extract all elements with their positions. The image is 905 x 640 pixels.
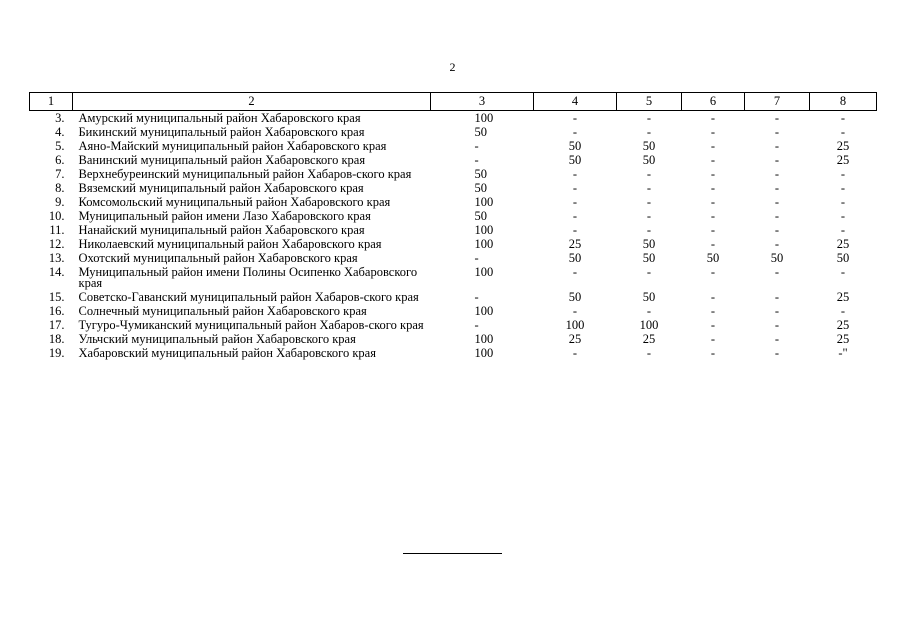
row-number: 5. bbox=[55, 139, 65, 153]
value-col-7: - bbox=[774, 223, 780, 237]
value-col-3: 100 bbox=[474, 332, 494, 346]
row-number: 13. bbox=[48, 251, 65, 265]
row-number: 6. bbox=[55, 153, 65, 167]
column-number: 1 bbox=[30, 93, 73, 111]
value-col-3: - bbox=[474, 251, 479, 265]
value-col-7: - bbox=[774, 332, 780, 346]
table-row bbox=[30, 139, 877, 153]
value-col-6: - bbox=[710, 125, 716, 139]
value-col-4: 50 bbox=[568, 139, 582, 153]
district-name: Амурский муниципальный район Хабаровского края bbox=[78, 111, 361, 125]
value-col-6: - bbox=[710, 265, 716, 279]
value-col-7: - bbox=[774, 265, 780, 279]
value-col-5: 50 bbox=[642, 237, 656, 251]
row-number: 4. bbox=[55, 125, 65, 139]
value-col-8: - bbox=[840, 125, 846, 139]
value-col-4: - bbox=[572, 167, 578, 181]
value-col-5: - bbox=[646, 195, 652, 209]
page-number: 2 bbox=[449, 60, 456, 74]
value-col-4: - bbox=[572, 195, 578, 209]
district-name: Комсомольский муниципальный район Хабаровского края bbox=[78, 195, 391, 209]
value-col-6: - bbox=[710, 111, 716, 125]
value-col-4: - bbox=[572, 181, 578, 195]
value-col-8: 25 bbox=[836, 290, 850, 304]
value-col-6: - bbox=[710, 318, 716, 332]
value-col-8: - bbox=[840, 265, 846, 279]
table-row bbox=[30, 111, 877, 126]
table-row bbox=[30, 251, 877, 265]
value-col-7: - bbox=[774, 111, 780, 125]
value-col-5: 50 bbox=[642, 251, 656, 265]
value-col-5: 50 bbox=[642, 153, 656, 167]
table-row bbox=[30, 209, 877, 223]
value-col-4: - bbox=[572, 304, 578, 318]
value-col-5: - bbox=[646, 167, 652, 181]
value-col-7: - bbox=[774, 318, 780, 332]
value-col-6: - bbox=[710, 223, 716, 237]
district-name: Советско-Гаванский муниципальный район Хабаров-ского края bbox=[78, 290, 419, 304]
value-col-8: - bbox=[840, 111, 846, 125]
value-col-7: - bbox=[774, 209, 780, 223]
value-col-4: - bbox=[572, 125, 578, 139]
value-col-3: 50 bbox=[474, 209, 487, 223]
row-number: 18. bbox=[48, 332, 65, 346]
table-row bbox=[30, 332, 877, 346]
district-name: Муниципальный район имени Полины Осипенко Хабаровского края bbox=[78, 265, 418, 290]
value-col-5: - bbox=[646, 111, 652, 125]
value-col-4: 25 bbox=[568, 332, 582, 346]
value-col-6: - bbox=[710, 346, 716, 360]
row-number: 15. bbox=[48, 290, 65, 304]
table-row bbox=[30, 304, 877, 318]
value-col-4: - bbox=[572, 111, 578, 125]
district-name: Нанайский муниципальный район Хабаровского края bbox=[78, 223, 365, 237]
value-col-7: - bbox=[774, 237, 780, 251]
value-col-3: 100 bbox=[474, 346, 494, 360]
district-name: Аяно-Майский муниципальный район Хабаровского края bbox=[78, 139, 387, 153]
value-col-6: - bbox=[710, 304, 716, 318]
value-col-7: - bbox=[774, 181, 780, 195]
value-col-7: 50 bbox=[770, 251, 784, 265]
value-col-4: - bbox=[572, 209, 578, 223]
row-number: 11. bbox=[49, 223, 65, 237]
value-col-7: - bbox=[774, 195, 780, 209]
value-col-5: - bbox=[646, 209, 652, 223]
table-row bbox=[30, 223, 877, 237]
row-number: 3. bbox=[55, 111, 65, 125]
row-number: 17. bbox=[48, 318, 65, 332]
value-col-5: 50 bbox=[642, 290, 656, 304]
district-name: Хабаровский муниципальный район Хабаровского края bbox=[78, 346, 376, 360]
value-col-7: - bbox=[774, 139, 780, 153]
column-number: 2 bbox=[73, 93, 431, 111]
value-col-4: - bbox=[572, 223, 578, 237]
row-number: 16. bbox=[48, 304, 65, 318]
table-row bbox=[30, 153, 877, 167]
value-col-4: 25 bbox=[568, 237, 582, 251]
value-col-4: - bbox=[572, 265, 578, 279]
value-col-6: - bbox=[710, 332, 716, 346]
value-col-3: 100 bbox=[474, 195, 494, 209]
value-col-8: - bbox=[840, 181, 846, 195]
row-number: 19. bbox=[48, 346, 65, 360]
value-col-6: - bbox=[710, 237, 716, 251]
value-col-4: 50 bbox=[568, 251, 582, 265]
value-col-7: - bbox=[774, 125, 780, 139]
value-col-3: 100 bbox=[474, 111, 494, 125]
value-col-3: 100 bbox=[474, 237, 494, 251]
value-col-6: - bbox=[710, 139, 716, 153]
table-row bbox=[30, 167, 877, 181]
value-col-3: 100 bbox=[474, 223, 494, 237]
value-col-6: - bbox=[710, 167, 716, 181]
value-col-7: - bbox=[774, 290, 780, 304]
table-row bbox=[30, 318, 877, 332]
column-number: 8 bbox=[810, 93, 877, 111]
value-col-4: 100 bbox=[565, 318, 585, 332]
value-col-6: - bbox=[710, 181, 716, 195]
district-name: Ванинский муниципальный район Хабаровского края bbox=[78, 153, 366, 167]
value-col-6: 50 bbox=[706, 251, 720, 265]
value-col-6: - bbox=[710, 195, 716, 209]
value-col-8: 25 bbox=[836, 153, 850, 167]
value-col-3: - bbox=[474, 318, 479, 332]
value-col-8: 25 bbox=[836, 139, 850, 153]
value-col-3: - bbox=[474, 290, 479, 304]
value-col-7: - bbox=[774, 304, 780, 318]
row-number: 14. bbox=[48, 265, 65, 279]
district-name: Муниципальный район имени Лазо Хабаровского края bbox=[78, 209, 371, 223]
value-col-3: 100 bbox=[474, 265, 494, 279]
value-col-4: 50 bbox=[568, 153, 582, 167]
row-number: 12. bbox=[48, 237, 65, 251]
table-row bbox=[30, 265, 877, 290]
column-number: 3 bbox=[431, 93, 534, 111]
district-name: Николаевский муниципальный район Хабаровского края bbox=[78, 237, 382, 251]
value-col-4: 50 bbox=[568, 290, 582, 304]
value-col-3: - bbox=[474, 139, 479, 153]
value-col-8: 25 bbox=[836, 318, 850, 332]
value-col-5: - bbox=[646, 125, 652, 139]
value-col-7: - bbox=[774, 346, 780, 360]
row-number: 9. bbox=[55, 195, 65, 209]
value-col-3: 50 bbox=[474, 167, 487, 181]
value-col-5: 25 bbox=[642, 332, 656, 346]
district-name: Охотский муниципальный район Хабаровского края bbox=[78, 251, 358, 265]
column-number: 4 bbox=[534, 93, 617, 111]
value-col-8: - bbox=[840, 167, 846, 181]
column-number: 7 bbox=[745, 93, 810, 111]
value-col-5: - bbox=[646, 304, 652, 318]
value-col-7: - bbox=[774, 153, 780, 167]
value-col-8: -" bbox=[838, 346, 848, 360]
value-col-8: 25 bbox=[836, 237, 850, 251]
value-col-7: - bbox=[774, 167, 780, 181]
district-name: Тугуро-Чумиканский муниципальный район Хабаров-ского края bbox=[78, 318, 424, 332]
value-col-5: 50 bbox=[642, 139, 656, 153]
table-row bbox=[30, 195, 877, 209]
value-col-8: - bbox=[840, 223, 846, 237]
value-col-5: - bbox=[646, 346, 652, 360]
value-col-5: - bbox=[646, 265, 652, 279]
value-col-3: 50 bbox=[474, 181, 487, 195]
district-name: Ульчский муниципальный район Хабаровского края bbox=[78, 332, 356, 346]
value-col-3: 100 bbox=[474, 304, 494, 318]
district-name: Бикинский муниципальный район Хабаровского края bbox=[78, 125, 365, 139]
value-col-5: - bbox=[646, 223, 652, 237]
row-number: 10. bbox=[48, 209, 65, 223]
district-name: Солнечный муниципальный район Хабаровского края bbox=[78, 304, 367, 318]
column-number: 5 bbox=[617, 93, 682, 111]
value-col-5: 100 bbox=[639, 318, 659, 332]
value-col-8: 50 bbox=[836, 251, 850, 265]
district-name: Верхнебуреинский муниципальный район Хабаров-ского края bbox=[78, 167, 412, 181]
table-row bbox=[30, 125, 877, 139]
column-number-row bbox=[30, 93, 877, 111]
row-number: 7. bbox=[55, 167, 65, 181]
footnote-rule bbox=[403, 553, 502, 554]
value-col-6: - bbox=[710, 209, 716, 223]
district-name: Вяземский муниципальный район Хабаровского края bbox=[78, 181, 364, 195]
table-row bbox=[30, 237, 877, 251]
value-col-8: - bbox=[840, 195, 846, 209]
value-col-8: - bbox=[840, 304, 846, 318]
value-col-5: - bbox=[646, 181, 652, 195]
value-col-6: - bbox=[710, 153, 716, 167]
value-col-8: 25 bbox=[836, 332, 850, 346]
column-number: 6 bbox=[682, 93, 745, 111]
value-col-6: - bbox=[710, 290, 716, 304]
value-col-3: - bbox=[474, 153, 479, 167]
value-col-8: - bbox=[840, 209, 846, 223]
table-row bbox=[30, 290, 877, 304]
table-row bbox=[30, 346, 877, 360]
value-col-3: 50 bbox=[474, 125, 487, 139]
allocation-table bbox=[29, 92, 877, 360]
row-number: 8. bbox=[55, 181, 65, 195]
value-col-4: - bbox=[572, 346, 578, 360]
table-row bbox=[30, 181, 877, 195]
